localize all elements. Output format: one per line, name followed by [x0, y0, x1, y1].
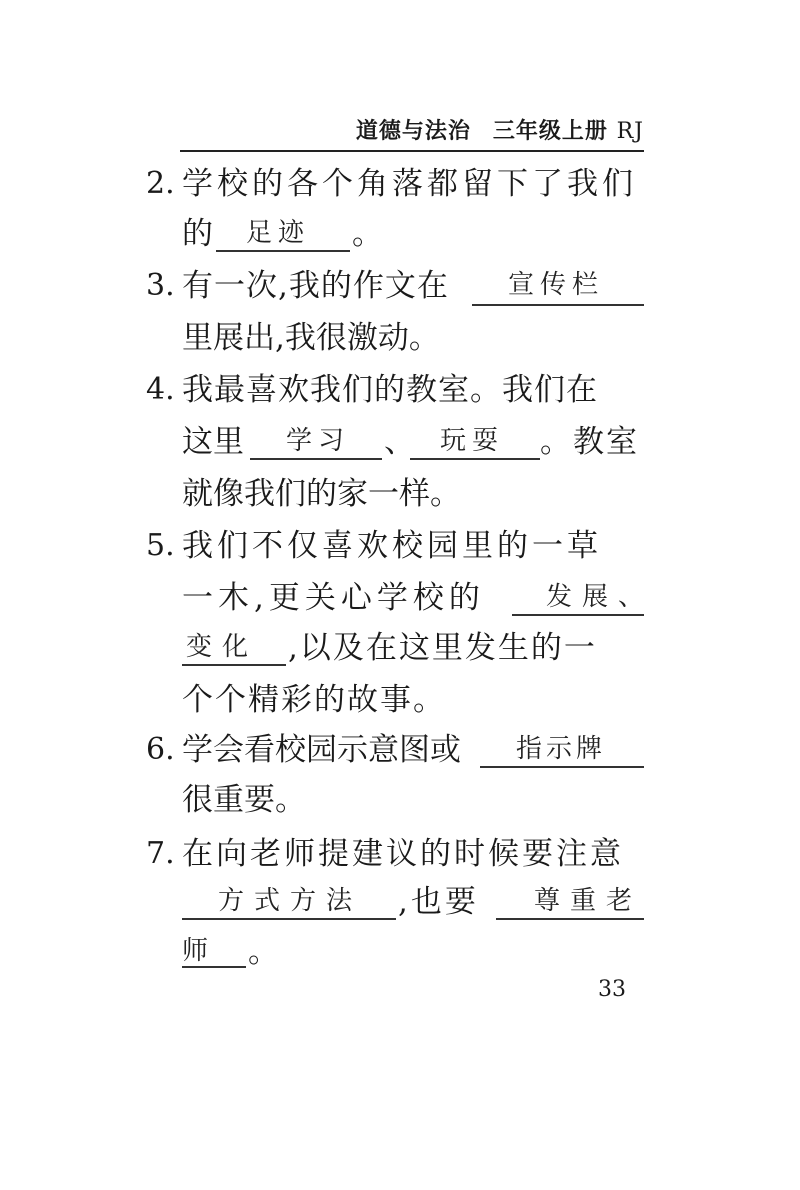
- item-number: 2.: [146, 166, 175, 201]
- item-number: 5.: [146, 528, 175, 563]
- page-header: [180, 114, 644, 144]
- item-2-line-1: 学校的各个角落都留下了我们: [182, 166, 637, 202]
- item-5-line-2: 一木,更关心学校的: [182, 580, 485, 616]
- blank-line: [182, 918, 396, 920]
- blank-line: [472, 304, 644, 306]
- item-number: 3.: [146, 268, 175, 303]
- answer-respect: 尊重老: [534, 886, 643, 916]
- item-7-line-2: ,也要: [398, 884, 479, 920]
- blank-line: [480, 766, 644, 768]
- answer-change: 变化: [186, 632, 259, 662]
- item-4-line-3: 就像我们的家一样。: [182, 476, 461, 512]
- header-edition: RJ: [616, 119, 644, 144]
- header-grade: 三年级上册: [492, 119, 608, 144]
- item-6-line-2: 很重要。: [182, 782, 306, 818]
- blank-line: [216, 250, 350, 252]
- item-number: 6.: [146, 732, 175, 767]
- item-2-line-2a: 的: [182, 216, 213, 252]
- item-5-line-3: ,以及在这里发生的一: [288, 630, 597, 666]
- item-3-line-1: 有一次,我的作文在: [182, 268, 449, 304]
- item-7-line-1: 在向老师提建议的时候要注意: [182, 836, 624, 872]
- blank-line: [182, 664, 286, 666]
- answer-respect-end: 师: [182, 936, 215, 966]
- item-number: 7.: [146, 836, 175, 871]
- answer-play: 玩耍: [440, 426, 505, 456]
- item-4-line-1: 我最喜欢我们的教室。我们在: [182, 372, 598, 408]
- blank-line: [496, 918, 644, 920]
- page-number: 33: [598, 977, 626, 1002]
- item-4-line-2b: 、: [384, 424, 415, 460]
- header-rule: [180, 150, 644, 152]
- item-7-line-3: 。: [248, 934, 279, 970]
- blank-line: [250, 458, 382, 460]
- item-4-line-2a: 这里: [182, 424, 244, 460]
- answer-development: 发展、: [546, 582, 655, 612]
- item-number: 4.: [146, 372, 175, 407]
- answer-bulletin-board: 宣传栏: [508, 270, 605, 300]
- answer-study: 学习: [286, 426, 351, 456]
- answer-manner: 方式方法: [218, 886, 363, 916]
- blank-line: [182, 966, 246, 968]
- item-2-line-2b: 。: [352, 216, 383, 252]
- item-5-line-4: 个个精彩的故事。: [182, 682, 446, 718]
- header-subject: 道德与法治: [355, 119, 471, 144]
- answer-signboard: 指示牌: [516, 734, 607, 764]
- item-6-line-1: 学会看校园示意图或: [182, 732, 461, 768]
- answer-footprints: 足迹: [246, 218, 311, 248]
- blank-line: [410, 458, 540, 460]
- item-4-line-2c: 。教室: [540, 424, 639, 460]
- item-5-line-1: 我们不仅喜欢校园里的一草: [182, 528, 602, 564]
- item-3-line-2: 里展出,我很激动。: [182, 320, 440, 356]
- blank-line: [512, 614, 644, 616]
